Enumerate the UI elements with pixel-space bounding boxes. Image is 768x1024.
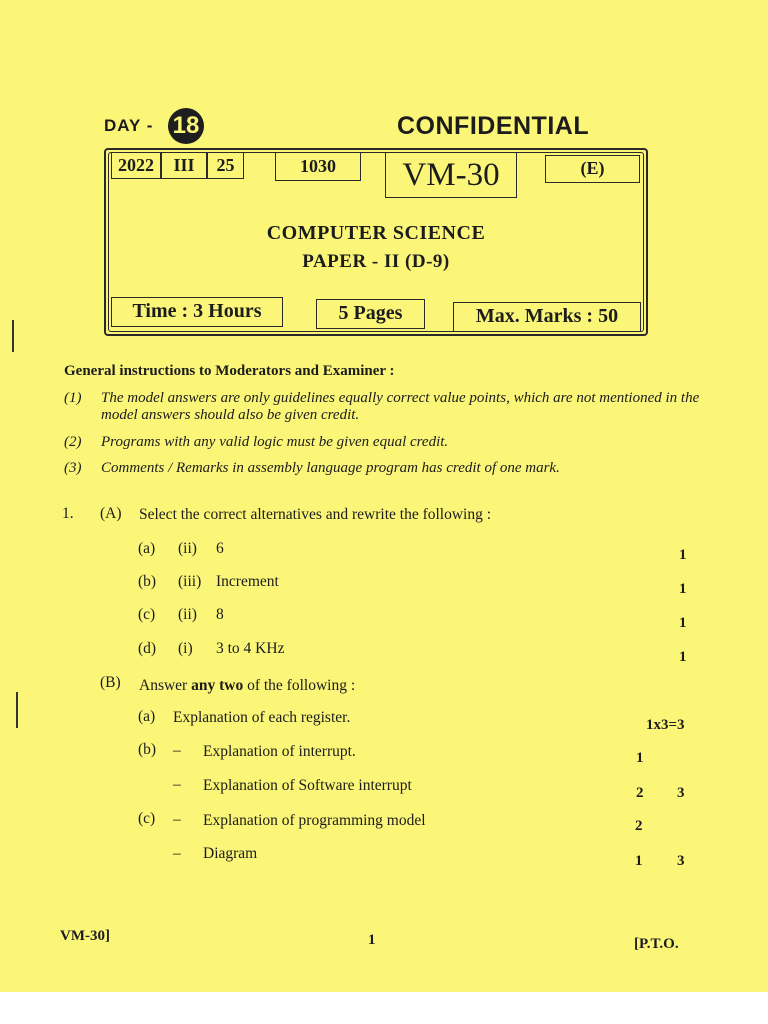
time-cell: Time : 3 Hours — [111, 297, 283, 327]
confidential-heading: CONFIDENTIAL — [397, 112, 590, 140]
answer-value: 6 — [216, 540, 224, 557]
part-b-b-line1: Explanation of interrupt. — [203, 743, 356, 760]
part-b-instruction — [139, 677, 355, 695]
part-b-text-bold: any two — [191, 677, 244, 694]
answer-option: (ii) — [178, 606, 197, 623]
instruction-number: (1) — [64, 390, 82, 406]
max-marks-cell: Max. Marks : 50 — [453, 302, 641, 332]
answer-option: (i) — [178, 640, 193, 657]
answer-option: (iii) — [178, 573, 202, 590]
answer-label: (c) — [138, 606, 156, 623]
subject-title: COMPUTER SCIENCE — [266, 222, 486, 244]
year-cell: 2022 — [111, 152, 161, 179]
part-b-text-before: Answer — [139, 677, 192, 694]
part-b-c-mark2: 1 — [635, 853, 643, 869]
scan-mark — [12, 320, 14, 352]
answer-value: Increment — [216, 573, 279, 590]
instruction-number: (2) — [64, 434, 82, 450]
dash-bullet: – — [173, 845, 181, 862]
part-b-b-line2: Explanation of Software interrupt — [203, 777, 412, 794]
dash-bullet: – — [173, 776, 181, 793]
part-b-c-mark1: 2 — [635, 818, 643, 834]
part-b-c-label: (c) — [138, 810, 156, 827]
paper-title: PAPER - II (D-9) — [302, 251, 450, 272]
part-b-b-mark2: 2 — [636, 785, 644, 801]
pages-cell: 5 Pages — [316, 299, 425, 329]
part-b-label: (B) — [100, 674, 121, 691]
part-b-a-mark: 1x3=3 — [646, 717, 685, 733]
instruction-text: Programs with any valid logic must be given equal credit. — [101, 434, 449, 450]
part-b-b-label: (b) — [138, 741, 157, 758]
dash-bullet: – — [173, 742, 181, 759]
footer-page-number: 1 — [368, 932, 376, 948]
code-cell: 1030 — [275, 152, 361, 181]
answer-mark: 1 — [679, 581, 687, 597]
part-b-b-total: 3 — [677, 785, 685, 801]
part-b-b-mark1: 1 — [636, 750, 644, 766]
answer-mark: 1 — [679, 649, 687, 665]
footer-paper-code: VM-30] — [60, 928, 110, 944]
part-b-c-total: 3 — [677, 853, 685, 869]
dash-bullet: – — [173, 811, 181, 828]
part-a-text: Select the correct alternatives and rewrite the following : — [139, 506, 492, 523]
instructions-heading: General instructions to Moderators and Examiner : — [64, 363, 395, 379]
medium-cell: (E) — [545, 155, 640, 183]
instruction-text: The model answers are only guidelines equally correct value points, which are not mentioned in the model answers should also be given credit. — [101, 390, 700, 423]
footer-pto: [P.T.O. — [634, 936, 679, 952]
answer-option: (ii) — [178, 540, 197, 557]
answer-label: (d) — [138, 640, 157, 657]
scan-mark — [16, 692, 18, 728]
answer-label: (a) — [138, 540, 156, 557]
part-b-c-line1: Explanation of programming model — [203, 812, 426, 829]
answer-value: 8 — [216, 606, 224, 623]
roman-cell: III — [161, 152, 207, 179]
question-number: 1. — [62, 505, 74, 522]
answer-mark: 1 — [679, 615, 687, 631]
answer-value: 3 to 4 KHz — [216, 640, 285, 657]
answer-label: (b) — [138, 573, 157, 590]
part-b-a-label: (a) — [138, 708, 156, 725]
part-b-a-text: Explanation of each register. — [173, 709, 351, 726]
instruction-number: (3) — [64, 460, 82, 476]
part-b-c-line2: Diagram — [203, 845, 258, 862]
instruction-text: Comments / Remarks in assembly language program has credit of one mark. — [101, 460, 560, 476]
part-a-label: (A) — [100, 505, 122, 522]
answer-mark: 1 — [679, 547, 687, 563]
paper-code-cell: VM-30 — [385, 152, 517, 198]
part-b-text-after: of the following : — [243, 677, 356, 694]
day-number-badge: 18 — [168, 108, 204, 144]
number-cell: 25 — [207, 152, 244, 179]
day-label: DAY - — [104, 116, 154, 135]
